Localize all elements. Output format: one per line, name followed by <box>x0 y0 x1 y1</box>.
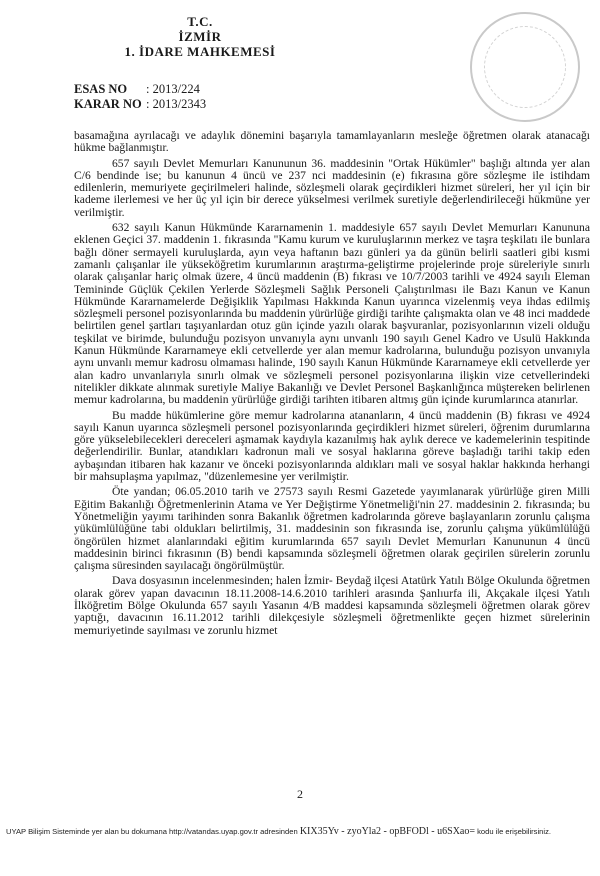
karar-row <box>74 97 206 112</box>
paragraph: 632 sayılı Kanun Hükmünde Kararnamenin 1. maddesiyle 657 sayılı Devlet Memurları Kanununa eklenen Geçici 37. maddenin 1. fıkrasında "Kamu kurum ve kuruluşlarının merkez ve taşra teşkilatı ile bunlara bağlı döner sermayeli kuruluşlarda, ayın veya haftanın bazı günleri ya da günün belirli saatleri gibi kısmi zamanlı çalışanlar ile yükseköğretim kurumlarının araştırma-geliştirme projelerinde proje süreleriyle sınırlı olarak çalışanlar hariç olmak üzere, 4 üncü maddenin (B) fıkrası ve 10/7/2003 tarihli ve 4924 sayılı Eleman Temininde Güçlük Çekilen Yerlerde Sözleşmeli Sağlık Personeli Çalıştırılması ile Bazı Kanun ve Kanun Hükmünde Kararnamelerde Değişiklik Yapılması Hakkında Kanun uyarınca vizelenmiş veya ihdas edilmiş sözleşmeli personel pozisyonlarında bu maddenin yürürlüğe girdiği tarihte çalışmakta olan ve 48 inci maddede belirtilen genel şartları taşıyanlardan otuz gün içinde yazılı olarak başvuranlar, pozisyonlarının vizeli olduğu teşkilat ve birimde, bulunduğu pozisyon unvanıyla aynı unvanlı 190 sayılı Genel Kadro ve Usulü Hakkında Kanun Hükmünde Kararnameye ekli cetvellerde yer alan memur kadrolarına, bulunduğu pozisyon unvanıyla aynı unvanlı memur kadrosu olmaması halinde, 190 sayılı Kanun Hükmünde Kararnameye ekli cetvellerde yer alan kadro unvanlarıyla sınırlı olmak ve sözleşmeli personel pozisyonlarına ilişkin vize cetvellerindeki nitelikler dikkate alınmak suretiyle Maliye Bakanlığı ve Devlet Personel Başkanlığınca müştereken belirlenen memur kadrolarına, bu maddenin yürürlüğe girdiği tarihten itibaren altmış gün içinde kurumlarınca atanırlar. <box>74 221 590 407</box>
footer-text: UYAP Bilişim Sisteminde yer alan bu dokumana http://vatandas.uyap.gov.tr adresinden <box>6 827 298 836</box>
document-body <box>74 130 590 640</box>
court-header <box>0 14 400 59</box>
paragraph: Öte yandan; 06.05.2010 tarih ve 27573 sayılı Resmi Gazetede yayımlanarak yürürlüğe giren Milli Eğitim Bakanlığı Öğretmenlerinin Atama ve Yer Değiştirme Yönetmeliği'nin 27. maddesinin 2. fıkrasında; bu Yönetmeliğin yayımı tarihinden sonra Bakanlık öğretmen kadrolarında göreve başlayanların zorunlu çalışma yükümlülüğüne tabi oldukları belirtilmiş, 31. maddesinin son fıkrasında ise, zorunlu çalışma yükümlülüğü öngörülen hizmet alanlarındaki eğitim kurumlarında 657 sayılı Devlet Memurları Kanununun 4 üncü maddesinin birinci fıkrasının (B) bendi kapsamında sözleşmeli öğretmen olarak geçirilen sürelerin zorunlu çalışma süresinden sayılacağı öngörülmüştür. <box>74 485 590 573</box>
header-court: 1. İDARE MAHKEMESİ <box>124 44 276 59</box>
header-city: İZMİR <box>178 29 222 44</box>
header-tc: T.C. <box>187 14 213 29</box>
esas-label: ESAS NO <box>74 82 128 96</box>
uyap-footer <box>6 826 598 837</box>
karar-label: KARAR NO <box>74 97 142 111</box>
page-number: 2 <box>297 787 303 801</box>
case-meta <box>74 82 206 112</box>
paragraph: Dava dosyasının incelenmesinden; halen İzmir- Beydağ ilçesi Atatürk Yatılı Bölge Okulunda öğretmen olarak görev yapan davacının 18.11.2008-14.6.2010 tarihleri arasında Şanlıurfa ili, Akçakale ilçesi Yatılı İlköğretim Bölge Okulunda 657 sayılı Yasanın 4/B maddesi kapsamında sözleşmeli öğretmen olarak görev yaptığı, davacının 16.11.2012 tarihli dilekçesiyle sözleşmeli öğretmenlikte geçen hizmet sürelerinin memuriyetinde sayılması ve zorunlu hizmet <box>74 574 590 637</box>
paragraph: Bu madde hükümlerine göre memur kadrolarına atananların, 4 üncü maddenin (B) fıkrası ve 4924 sayılı Kanun uyarınca sözleşmeli personel pozisyonlarında geçirdikleri hizmet süreleri, öğrenim durumlarına göre yükselebilecekleri dereceleri aşmamak kaydıyla kazanılmış hak aylık derece ve kademelerinin tespitinde değerlendirilir. Bunlar, atandıkları kadronun mali ve sosyal haklarına göreve başladığı tarihi takip eden aybaşından itibaren hak kazanır ve önceki pozisyonlarında aldıkları mali ve sosyal haklar hakkında herhangi bir mahsuplaşma yapılmaz, "düzenlemesine yer verilmiştir. <box>74 408 590 484</box>
footer-hash: KIX35Yv - zyoYla2 - opBFODl - u6SXao= <box>299 826 475 837</box>
esas-value: : 2013/224 <box>146 82 200 96</box>
paragraph: basamağına ayrılacağı ve adaylık dönemini başarıyla tamamlayanların mesleğe öğretmen olarak atanacağı hükme bağlanmıştır. <box>74 129 590 155</box>
karar-value: : 2013/2343 <box>146 97 207 111</box>
court-seal <box>470 12 580 122</box>
footer-suffix: kodu ile erişebilirsiniz. <box>477 827 551 836</box>
esas-row <box>74 82 206 97</box>
paragraph: 657 sayılı Devlet Memurları Kanununun 36. maddesinin "Ortak Hükümler" başlığı altında yer alan C/6 bendinde ise; bu kanunun 4 üncü ve 237 nci maddesinin (e) fıkrasına göre sözleşme ile istihdam edilenlerin, memuriyete geçirilmeleri halinde, sözleşmeli olarak geçirdikleri hizmet süreleri, her yıl için bir kademe ilerlemesi ve her üç yıl için bir derece yükselmesi verilmek suretiyle değerlendirileceği hükmüne yer verilmiştir. <box>74 156 590 219</box>
